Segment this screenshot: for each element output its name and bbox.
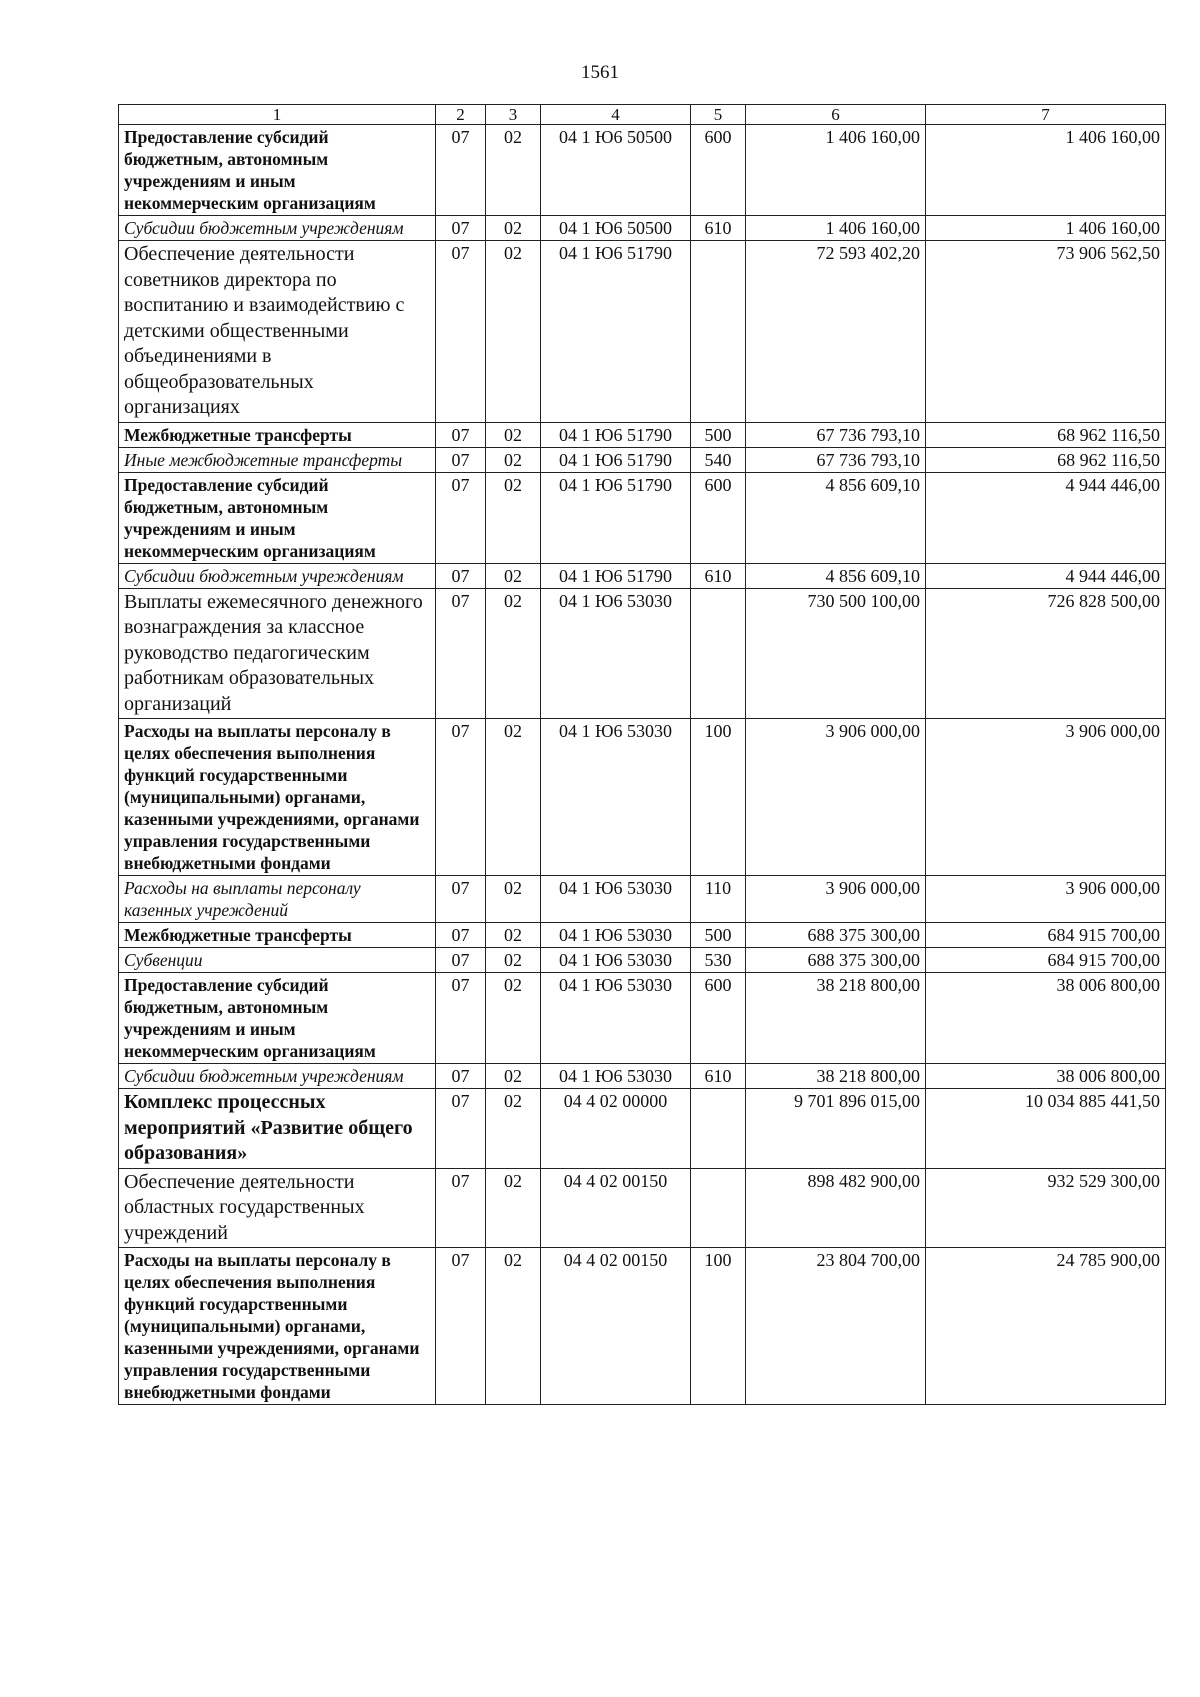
table-row xyxy=(119,1089,1166,1169)
amount-year1-cell: 38 218 800,00 xyxy=(746,1064,926,1089)
table-row xyxy=(119,1168,1166,1248)
subsection-code-cell: 02 xyxy=(486,1248,541,1405)
table-row xyxy=(119,472,1166,563)
table-row xyxy=(119,948,1166,973)
amount-year2-cell: 24 785 900,00 xyxy=(926,1248,1166,1405)
expense-type-cell xyxy=(691,241,746,423)
amount-year2-cell: 684 915 700,00 xyxy=(926,948,1166,973)
column-header: 2 xyxy=(436,105,486,125)
target-article-cell: 04 4 02 00150 xyxy=(541,1168,691,1248)
amount-year2-cell: 68 962 116,50 xyxy=(926,422,1166,447)
column-header: 1 xyxy=(119,105,436,125)
expense-type-cell: 500 xyxy=(691,923,746,948)
table-row xyxy=(119,588,1166,719)
row-name-cell: Межбюджетные трансферты xyxy=(119,923,436,948)
target-article-cell: 04 1 Ю6 53030 xyxy=(541,1064,691,1089)
subsection-code-cell: 02 xyxy=(486,1168,541,1248)
budget-table xyxy=(118,104,1166,1405)
row-name-cell: Субвенции xyxy=(119,948,436,973)
amount-year1-cell: 3 906 000,00 xyxy=(746,719,926,876)
amount-year2-cell: 932 529 300,00 xyxy=(926,1168,1166,1248)
amount-year2-cell: 68 962 116,50 xyxy=(926,447,1166,472)
section-code-cell: 07 xyxy=(436,876,486,923)
target-article-cell: 04 1 Ю6 53030 xyxy=(541,588,691,719)
amount-year1-cell: 688 375 300,00 xyxy=(746,923,926,948)
amount-year1-cell: 67 736 793,10 xyxy=(746,422,926,447)
amount-year2-cell: 38 006 800,00 xyxy=(926,973,1166,1064)
expense-type-cell: 500 xyxy=(691,422,746,447)
subsection-code-cell: 02 xyxy=(486,719,541,876)
subsection-code-cell: 02 xyxy=(486,447,541,472)
table-row xyxy=(119,216,1166,241)
subsection-code-cell: 02 xyxy=(486,563,541,588)
header-row xyxy=(119,105,1166,125)
target-article-cell: 04 1 Ю6 50500 xyxy=(541,216,691,241)
subsection-code-cell: 02 xyxy=(486,125,541,216)
table-row xyxy=(119,447,1166,472)
subsection-code-cell: 02 xyxy=(486,472,541,563)
expense-type-cell: 610 xyxy=(691,563,746,588)
amount-year2-cell: 684 915 700,00 xyxy=(926,923,1166,948)
row-name-cell: Обеспечение деятельности советников директора по воспитанию и взаимодействию с детскими общественными объединениями в общеобразовательных организациях xyxy=(119,241,436,423)
section-code-cell: 07 xyxy=(436,1168,486,1248)
target-article-cell: 04 1 Ю6 51790 xyxy=(541,422,691,447)
table-row xyxy=(119,923,1166,948)
row-name-cell: Межбюджетные трансферты xyxy=(119,422,436,447)
target-article-cell: 04 1 Ю6 53030 xyxy=(541,973,691,1064)
section-code-cell: 07 xyxy=(436,241,486,423)
section-code-cell: 07 xyxy=(436,1089,486,1169)
amount-year2-cell: 3 906 000,00 xyxy=(926,719,1166,876)
target-article-cell: 04 1 Ю6 51790 xyxy=(541,241,691,423)
row-name-cell: Расходы на выплаты персоналу в целях обеспечения выполнения функций государственными (муниципальными) органами, казенными учреждениями, органами управления государственными внебюджетными фондами xyxy=(119,719,436,876)
subsection-code-cell: 02 xyxy=(486,422,541,447)
table-row xyxy=(119,973,1166,1064)
row-name-cell: Субсидии бюджетным учреждениям xyxy=(119,1064,436,1089)
section-code-cell: 07 xyxy=(436,1064,486,1089)
row-name-cell: Субсидии бюджетным учреждениям xyxy=(119,563,436,588)
expense-type-cell: 600 xyxy=(691,125,746,216)
row-name-cell: Предоставление субсидий бюджетным, автономным учреждениям и иным некоммерческим организациям xyxy=(119,472,436,563)
expense-type-cell: 540 xyxy=(691,447,746,472)
section-code-cell: 07 xyxy=(436,588,486,719)
target-article-cell: 04 4 02 00150 xyxy=(541,1248,691,1405)
target-article-cell: 04 1 Ю6 51790 xyxy=(541,447,691,472)
subsection-code-cell: 02 xyxy=(486,948,541,973)
subsection-code-cell: 02 xyxy=(486,216,541,241)
amount-year2-cell: 726 828 500,00 xyxy=(926,588,1166,719)
row-name-cell: Комплекс процессных мероприятий «Развитие общего образования» xyxy=(119,1089,436,1169)
target-article-cell: 04 1 Ю6 53030 xyxy=(541,948,691,973)
column-header: 4 xyxy=(541,105,691,125)
subsection-code-cell: 02 xyxy=(486,973,541,1064)
row-name-cell: Предоставление субсидий бюджетным, автономным учреждениям и иным некоммерческим организациям xyxy=(119,973,436,1064)
section-code-cell: 07 xyxy=(436,719,486,876)
expense-type-cell: 100 xyxy=(691,1248,746,1405)
amount-year1-cell: 1 406 160,00 xyxy=(746,216,926,241)
amount-year2-cell: 4 944 446,00 xyxy=(926,472,1166,563)
section-code-cell: 07 xyxy=(436,1248,486,1405)
expense-type-cell: 600 xyxy=(691,973,746,1064)
row-name-cell: Расходы на выплаты персоналу в целях обеспечения выполнения функций государственными (муниципальными) органами, казенными учреждениями, органами управления государственными внебюджетными фондами xyxy=(119,1248,436,1405)
amount-year2-cell: 1 406 160,00 xyxy=(926,125,1166,216)
subsection-code-cell: 02 xyxy=(486,876,541,923)
table-row xyxy=(119,719,1166,876)
amount-year1-cell: 23 804 700,00 xyxy=(746,1248,926,1405)
target-article-cell: 04 1 Ю6 53030 xyxy=(541,923,691,948)
amount-year2-cell: 3 906 000,00 xyxy=(926,876,1166,923)
amount-year1-cell: 4 856 609,10 xyxy=(746,472,926,563)
row-name-cell: Предоставление субсидий бюджетным, автономным учреждениям и иным некоммерческим организациям xyxy=(119,125,436,216)
target-article-cell: 04 1 Ю6 51790 xyxy=(541,563,691,588)
subsection-code-cell: 02 xyxy=(486,588,541,719)
subsection-code-cell: 02 xyxy=(486,923,541,948)
amount-year1-cell: 1 406 160,00 xyxy=(746,125,926,216)
amount-year2-cell: 4 944 446,00 xyxy=(926,563,1166,588)
section-code-cell: 07 xyxy=(436,563,486,588)
amount-year1-cell: 38 218 800,00 xyxy=(746,973,926,1064)
target-article-cell: 04 1 Ю6 53030 xyxy=(541,876,691,923)
amount-year2-cell: 10 034 885 441,50 xyxy=(926,1089,1166,1169)
amount-year1-cell: 688 375 300,00 xyxy=(746,948,926,973)
subsection-code-cell: 02 xyxy=(486,241,541,423)
amount-year1-cell: 4 856 609,10 xyxy=(746,563,926,588)
expense-type-cell: 100 xyxy=(691,719,746,876)
section-code-cell: 07 xyxy=(436,472,486,563)
section-code-cell: 07 xyxy=(436,125,486,216)
table-row xyxy=(119,422,1166,447)
subsection-code-cell: 02 xyxy=(486,1089,541,1169)
column-header: 3 xyxy=(486,105,541,125)
section-code-cell: 07 xyxy=(436,973,486,1064)
row-name-cell: Иные межбюджетные трансферты xyxy=(119,447,436,472)
target-article-cell: 04 4 02 00000 xyxy=(541,1089,691,1169)
section-code-cell: 07 xyxy=(436,948,486,973)
subsection-code-cell: 02 xyxy=(486,1064,541,1089)
amount-year1-cell: 67 736 793,10 xyxy=(746,447,926,472)
expense-type-cell: 610 xyxy=(691,1064,746,1089)
row-name-cell: Расходы на выплаты персоналу казенных учреждений xyxy=(119,876,436,923)
amount-year2-cell: 38 006 800,00 xyxy=(926,1064,1166,1089)
amount-year2-cell: 73 906 562,50 xyxy=(926,241,1166,423)
section-code-cell: 07 xyxy=(436,216,486,241)
table-row xyxy=(119,1248,1166,1405)
amount-year1-cell: 3 906 000,00 xyxy=(746,876,926,923)
row-name-cell: Обеспечение деятельности областных государственных учреждений xyxy=(119,1168,436,1248)
expense-type-cell xyxy=(691,588,746,719)
target-article-cell: 04 1 Ю6 50500 xyxy=(541,125,691,216)
table-row xyxy=(119,876,1166,923)
target-article-cell: 04 1 Ю6 51790 xyxy=(541,472,691,563)
expense-type-cell: 110 xyxy=(691,876,746,923)
row-name-cell: Выплаты ежемесячного денежного вознаграждения за классное руководство педагогическим работникам образовательных организаций xyxy=(119,588,436,719)
column-header: 7 xyxy=(926,105,1166,125)
expense-type-cell: 610 xyxy=(691,216,746,241)
table-row xyxy=(119,125,1166,216)
target-article-cell: 04 1 Ю6 53030 xyxy=(541,719,691,876)
amount-year1-cell: 730 500 100,00 xyxy=(746,588,926,719)
amount-year1-cell: 898 482 900,00 xyxy=(746,1168,926,1248)
section-code-cell: 07 xyxy=(436,447,486,472)
column-header: 5 xyxy=(691,105,746,125)
page-number: 1561 xyxy=(581,62,619,83)
amount-year1-cell: 9 701 896 015,00 xyxy=(746,1089,926,1169)
expense-type-cell xyxy=(691,1089,746,1169)
table-row xyxy=(119,241,1166,423)
expense-type-cell: 530 xyxy=(691,948,746,973)
row-name-cell: Субсидии бюджетным учреждениям xyxy=(119,216,436,241)
amount-year1-cell: 72 593 402,20 xyxy=(746,241,926,423)
expense-type-cell xyxy=(691,1168,746,1248)
expense-type-cell: 600 xyxy=(691,472,746,563)
table-row xyxy=(119,563,1166,588)
amount-year2-cell: 1 406 160,00 xyxy=(926,216,1166,241)
section-code-cell: 07 xyxy=(436,923,486,948)
table-row xyxy=(119,1064,1166,1089)
section-code-cell: 07 xyxy=(436,422,486,447)
column-header: 6 xyxy=(746,105,926,125)
